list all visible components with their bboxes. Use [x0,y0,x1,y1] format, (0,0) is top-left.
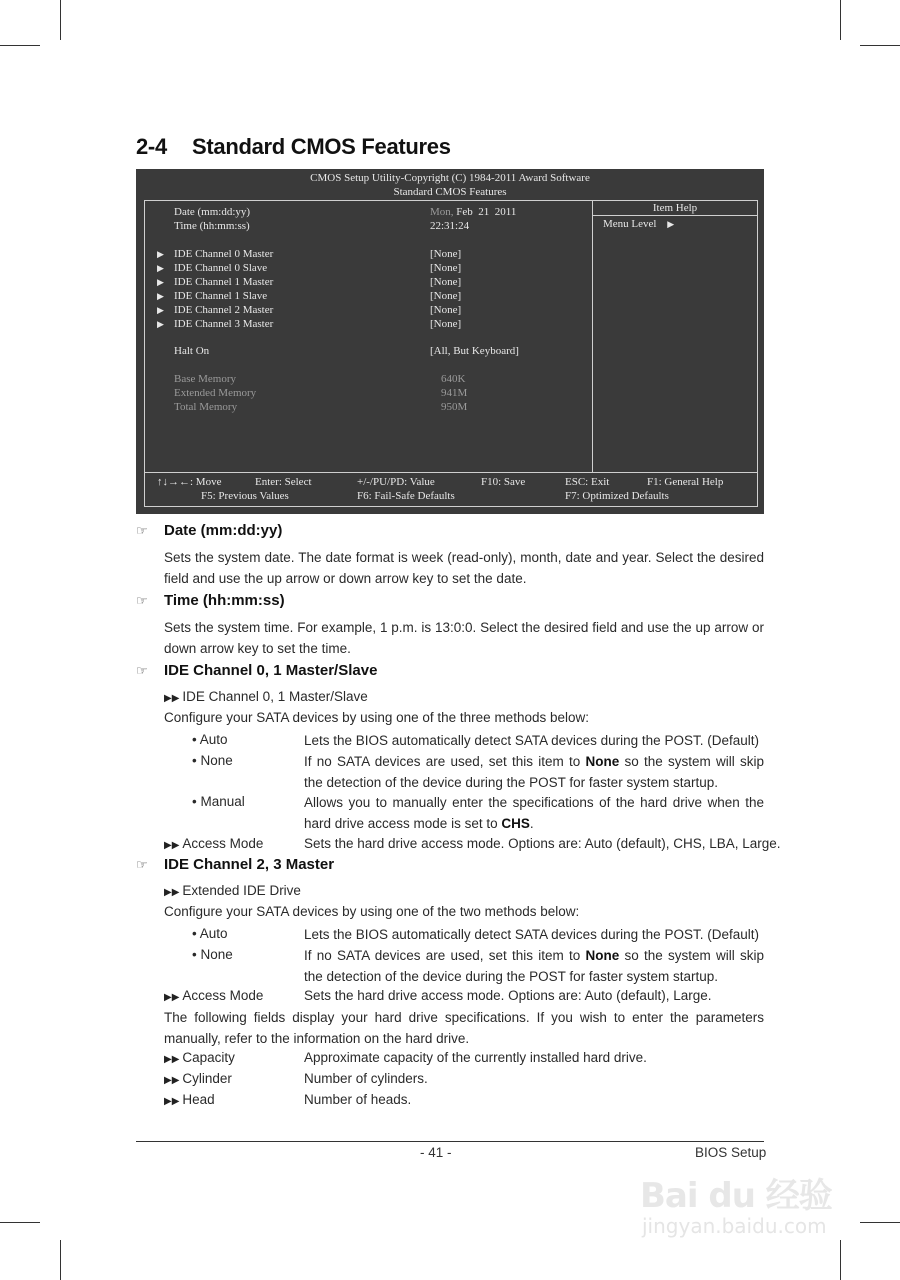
double-arrow-icon: ▶▶ [164,1054,180,1065]
bios-row-value[interactable]: [All, But Keyboard] [430,345,519,357]
desc-bold: CHS [501,816,530,831]
menu-level-label: Menu Level [603,218,657,230]
bios-row-value[interactable]: Mon, Feb 21 2011 [430,206,517,218]
submenu-arrow-icon: ▶ [157,305,164,315]
option-auto: • Auto [192,732,228,747]
bios-row-ide0-slave[interactable] [145,261,591,275]
option-auto: • Auto [192,926,228,941]
submenu-arrow-icon: ▶ [157,263,164,273]
key-value: +/-/PU/PD: Value [357,476,435,488]
desc-text: If no SATA devices are used, set this item to [304,754,586,769]
bios-row-ide0-master[interactable] [145,247,591,261]
key-enter: Enter: Select [255,476,312,488]
pointing-hand-icon: ☞ [136,593,148,608]
pointing-hand-icon: ☞ [136,663,148,678]
item-help-header: Item Help [593,201,757,216]
key-f7: F7: Optimized Defaults [565,490,669,502]
capacity-desc: Approximate capacity of the currently installed hard drive. [304,1050,647,1065]
bios-row-label: IDE Channel 3 Master [174,318,274,330]
pointing-hand-icon: ☞ [136,523,148,538]
divider [592,201,593,472]
crop-mark [840,1240,841,1280]
bios-row-label: IDE Channel 2 Master [174,304,274,316]
crop-mark [860,45,900,46]
double-arrow-icon: ▶▶ [164,1075,180,1086]
crop-mark [60,1240,61,1280]
ide23-intro: Configure your SATA devices by using one of the two methods below: [164,904,580,919]
specs-intro: The following fields display your hard drive specifications. If you wish to enter the parameters manually, refer to the information on the hard drive. [164,1010,764,1046]
item-heading-text: Time (hh:mm:ss) [164,592,285,609]
item-heading-time [136,592,285,609]
crop-mark [840,0,841,40]
access-mode-label [164,986,263,1008]
bios-header [136,171,764,199]
item-heading-date [136,522,282,539]
option-none: • None [192,753,233,768]
bios-row-ide1-master[interactable] [145,275,591,289]
item-heading-text: IDE Channel 2, 3 Master [164,856,335,873]
cylinder-desc: Number of cylinders. [304,1071,428,1086]
crop-mark [860,1222,900,1223]
key-move: ↑↓→←: Move [157,476,222,488]
crop-mark [0,45,40,46]
bios-row-label: IDE Channel 1 Slave [174,290,268,302]
access-mode-text: Access Mode [182,836,264,851]
bios-row-ide2-master[interactable] [145,303,591,317]
item-heading-text: IDE Channel 0, 1 Master/Slave [164,662,378,679]
item-heading-ide23 [136,856,334,873]
option-auto-desc: Lets the BIOS automatically detect SATA devices during the POST. (Default) [304,733,759,748]
desc-bold: None [585,754,620,769]
watermark-url: jingyan.baidu.com [642,1214,827,1238]
double-arrow-icon: ▶▶ [164,887,180,898]
bios-row-time[interactable] [145,219,591,233]
key-f10: F10: Save [481,476,526,488]
capacity-text: Capacity [182,1050,235,1065]
bios-row-label: Date (mm:dd:yy) [174,206,251,218]
desc-text: so the system will skip the detection of the device during the POST for faster system startup. [304,948,764,984]
double-arrow-icon: ▶▶ [164,840,180,851]
bios-row-date[interactable] [145,205,591,219]
bios-screen [136,169,764,514]
access-mode-desc: Sets the hard drive access mode. Options are: Auto (default), Large. [304,988,712,1003]
double-arrow-icon: ▶▶ [164,992,180,1003]
bios-row-value[interactable]: [None] [430,318,462,330]
bios-row-ide3-master[interactable] [145,317,591,331]
option-auto-desc: Lets the BIOS automatically detect SATA devices during the POST. (Default) [304,927,759,942]
bios-row-value: 941M [441,387,468,399]
cylinder-label [164,1069,232,1091]
bios-copyright: CMOS Setup Utility-Copyright (C) 1984-2011 Award Software [310,172,590,184]
date-description: Sets the system date. The date format is week (read-only), month, date and year. Select the desired field and use the up arrow or down arrow key to set the date. [164,550,764,586]
page-number: - 41 - [420,1145,452,1160]
menu-level [603,218,674,231]
head-desc: Number of heads. [304,1092,412,1107]
item-heading-text: Date (mm:dd:yy) [164,522,283,539]
footer-rule [136,1141,764,1142]
bios-page-title: Standard CMOS Features [393,186,507,198]
key-esc: ESC: Exit [565,476,610,488]
watermark-logo: Bai du 经验 [640,1176,832,1216]
access-mode-label [164,834,263,856]
section-title [136,134,451,160]
bios-row-value[interactable]: 22:31:24 [430,220,470,232]
capacity-label [164,1048,235,1070]
head-text: Head [182,1092,215,1107]
bios-row-value[interactable]: [None] [430,276,462,288]
option-none-desc [304,751,764,793]
bios-row-halt-on[interactable] [145,344,591,358]
bios-row-label: Halt On [174,345,210,357]
ide01-intro: Configure your SATA devices by using one of the three methods below: [164,710,589,725]
ide23-subheading-text: Extended IDE Drive [182,883,301,898]
bios-row-value: 950M [441,401,468,413]
option-manual-desc [304,792,764,834]
bios-row-ide1-slave[interactable] [145,289,591,303]
access-mode-text: Access Mode [182,988,264,1003]
double-arrow-icon: ▶▶ [164,1096,180,1107]
double-arrow-icon: ▶▶ [164,693,180,704]
desc-text: Allows you to manually enter the specifications of the hard drive when the hard drive access mode is set to [304,795,764,831]
bios-row-value[interactable]: [None] [430,290,462,302]
bios-row-total-memory [145,400,591,414]
desc-text: . [529,816,534,831]
bios-row-base-memory [145,372,591,386]
cylinder-text: Cylinder [182,1071,232,1086]
key-f5: F5: Previous Values [201,490,289,502]
bios-row-label: Total Memory [174,401,238,413]
bios-row-label: IDE Channel 1 Master [174,276,274,288]
bios-row-label: IDE Channel 0 Master [174,248,274,260]
section-title-text: Standard CMOS Features [192,134,451,159]
option-none-desc [304,945,764,987]
bios-row-value[interactable]: [None] [430,262,462,274]
access-mode-desc: Sets the hard drive access mode. Options are: Auto (default), CHS, LBA, Large. [304,836,781,851]
crop-mark [0,1222,40,1223]
submenu-arrow-icon: ▶ [157,277,164,287]
ide01-subheading [164,687,368,709]
desc-text: If no SATA devices are used, set this item to [304,948,586,963]
submenu-arrow-icon: ▶ [157,319,164,329]
weekday: Mon, [430,206,454,218]
option-none: • None [192,947,233,962]
arrow-right-icon: ▶ [667,219,675,229]
desc-bold: None [585,948,620,963]
footer-label: BIOS Setup [695,1145,767,1160]
pointing-hand-icon: ☞ [136,857,148,872]
bios-row-value[interactable]: [None] [430,304,462,316]
divider [145,472,757,473]
crop-mark [60,0,61,40]
ide01-subheading-text: IDE Channel 0, 1 Master/Slave [182,689,368,704]
bios-row-value[interactable]: [None] [430,248,462,260]
item-heading-ide01 [136,662,377,679]
section-number: 2-4 [136,134,167,159]
key-f1: F1: General Help [647,476,724,488]
key-f6: F6: Fail-Safe Defaults [357,490,455,502]
option-manual: • Manual [192,794,245,809]
bios-row-label: Extended Memory [174,387,257,399]
bios-row-label: Base Memory [174,373,237,385]
bios-row-value: 640K [441,373,466,385]
bios-row-label: IDE Channel 0 Slave [174,262,268,274]
head-label [164,1090,215,1112]
submenu-arrow-icon: ▶ [157,249,164,259]
ide23-subheading [164,881,301,903]
bios-row-extended-memory [145,386,591,400]
bios-row-label: Time (hh:mm:ss) [174,220,250,232]
bios-frame [144,200,758,507]
desc-text: so the system will skip the detection of the device during the POST for faster system startup. [304,754,764,790]
time-description: Sets the system time. For example, 1 p.m. is 13:0:0. Select the desired field and use the up arrow or down arrow key to set the time. [164,620,764,656]
submenu-arrow-icon: ▶ [157,291,164,301]
